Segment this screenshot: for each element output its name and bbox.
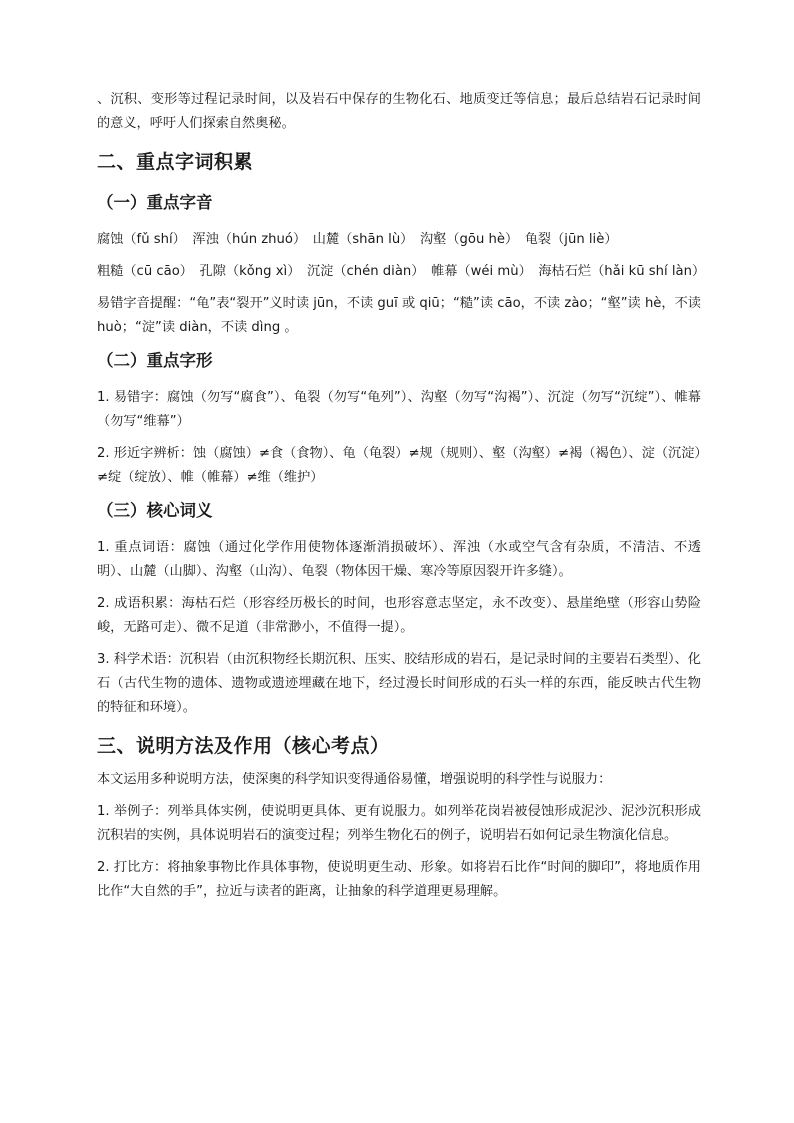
intro-paragraph: 、沉积、变形等过程记录时间，以及岩石中保存的生物化石、地质变迁等信息；最后总结岩石记录时间的意义，呼吁人们探索自然奥秘。 — [97, 92, 701, 131]
pronunciation-tip: 易错字音提醒：“龟”表“裂开”义时读 jūn，不读 guī 或 qiū；“糙”读 cāo，不读 zào；“壑”读 hè，不读 huò；“淀”读 diàn，不读 dìng 。 — [97, 296, 701, 335]
document-page — [97, 88, 706, 912]
subsection-pronunciation-title: （一）重点字音 — [97, 193, 213, 212]
section-2-title: 二、重点字词积累 — [97, 151, 254, 173]
subsection-glyph-title: （二）重点字形 — [97, 351, 213, 370]
glyph-item-2: 2. 形近字辨析：蚀（腐蚀）≠食（食物）、龟（龟裂）≠规（规则）、壑（沟壑）≠褐（褐色）、淀（沉淀）≠绽（绽放）、帷（帷幕）≠维（维护） — [97, 446, 701, 485]
glyph-item-1: 1. 易错字：腐蚀（勿写“腐食”）、龟裂（勿写“龟列”）、沟壑（勿写“沟褐”）、沉淀（勿写“沉绽”）、帷幕（勿写“维幕”） — [97, 390, 701, 429]
section-3-intro: 本文运用多种说明方法，使深奥的科学知识变得通俗易懂，增强说明的科学性与说服力： — [97, 772, 612, 787]
method-item-1: 1. 举例子：列举具体实例，使说明更具体、更有说服力。如列举花岗岩被侵蚀形成泥沙、泥沙沉积形成沉积岩的实例，具体说明岩石的演变过程；列举生物化石的例子，说明岩石如何记录生物演化信息。 — [97, 804, 701, 843]
section-3-title: 三、说明方法及作用（核心考点） — [97, 735, 390, 757]
subsection-meaning-title: （三）核心词义 — [97, 501, 213, 520]
method-item-2: 2. 打比方：将抽象事物比作具体事物，使说明更生动、形象。如将岩石比作“时间的脚印”，将地质作用比作“大自然的手”，拉近与读者的距离，让抽象的科学道理更易理解。 — [97, 860, 701, 899]
meaning-item-2: 2. 成语积累：海枯石烂（形容经历极长的时间，也形容意志坚定，永不改变）、悬崖绝壁（形容山势险峻，无路可走）、微不足道（非常渺小，不值得一提）。 — [97, 596, 701, 635]
pronunciation-line-1: 腐蚀（fǔ shí） 浑浊（hún zhuó） 山麓（shān lù） 沟壑（gōu hè） 龟裂（jūn liè） — [97, 232, 618, 247]
meaning-item-3: 3. 科学术语：沉积岩（由沉积物经长期沉积、压实、胶结形成的岩石，是记录时间的主要岩石类型）、化石（古代生物的遗体、遗物或遗迹埋藏在地下，经过漫长时间形成的石头一样的东西，能反映古代生物的特征和环境）。 — [97, 652, 701, 715]
meaning-item-1: 1. 重点词语：腐蚀（通过化学作用使物体逐渐消损破坏）、浑浊（水或空气含有杂质，不清洁、不透明）、山麓（山脚）、沟壑（山沟）、龟裂（物体因干燥、寒冷等原因裂开许多缝）。 — [97, 540, 701, 579]
pronunciation-line-2: 粗糙（cū cāo） 孔隙（kǒng xì） 沉淀（chén diàn） 帷幕（wéi mù） 海枯石烂（hǎi kū shí làn） — [97, 264, 706, 279]
